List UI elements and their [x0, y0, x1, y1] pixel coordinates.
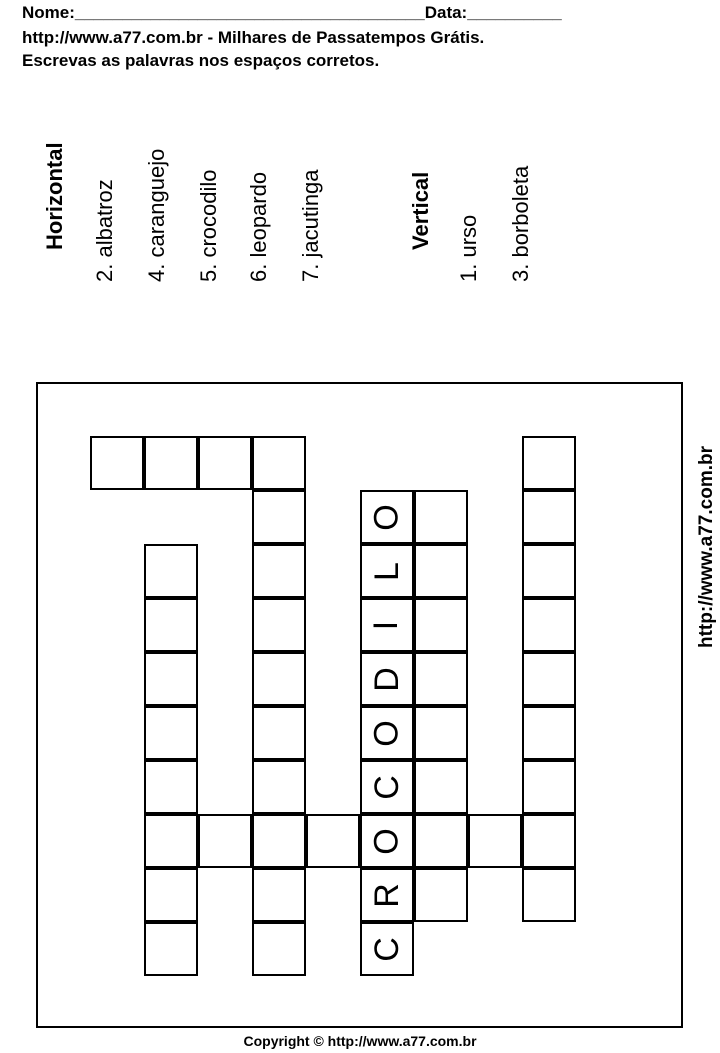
cell-letter: D: [367, 666, 406, 692]
side-url: http://www.a77.com.br: [696, 446, 717, 648]
name-date-line: Nome:_____________________________________Data:__________: [22, 3, 562, 22]
horizontal-clue: 2. albatroz: [92, 179, 117, 282]
cell-letter: O: [367, 719, 406, 747]
cell-letter: C: [367, 936, 406, 962]
horizontal-heading: Horizontal: [42, 142, 67, 250]
vertical-clue: 1. urso: [456, 214, 481, 282]
instructions: Escrevas as palavras nos espaços corretos.: [22, 51, 380, 70]
vertical-heading: Vertical: [408, 171, 433, 250]
horizontal-clue: 6. leopardo: [246, 171, 271, 282]
horizontal-clue: 5. crocodilo: [196, 169, 221, 282]
copyright: Copyright © http://www.a77.com.br: [243, 1033, 477, 1049]
cell-letter: R: [367, 882, 406, 908]
site-tagline: http://www.a77.com.br - Milhares de Passatempos Grátis.: [22, 28, 485, 47]
horizontal-clue: 7. jacutinga: [298, 169, 323, 282]
cell-letter: I: [367, 620, 406, 630]
cell-letter: O: [367, 503, 406, 531]
vertical-clue: 3. borboleta: [508, 165, 533, 282]
horizontal-clue: 4. caranguejo: [144, 148, 169, 282]
cell-letter: C: [367, 774, 406, 800]
puzzle-frame: [36, 382, 683, 1028]
cell-letter: O: [367, 827, 406, 855]
cell-letter: L: [367, 561, 406, 581]
